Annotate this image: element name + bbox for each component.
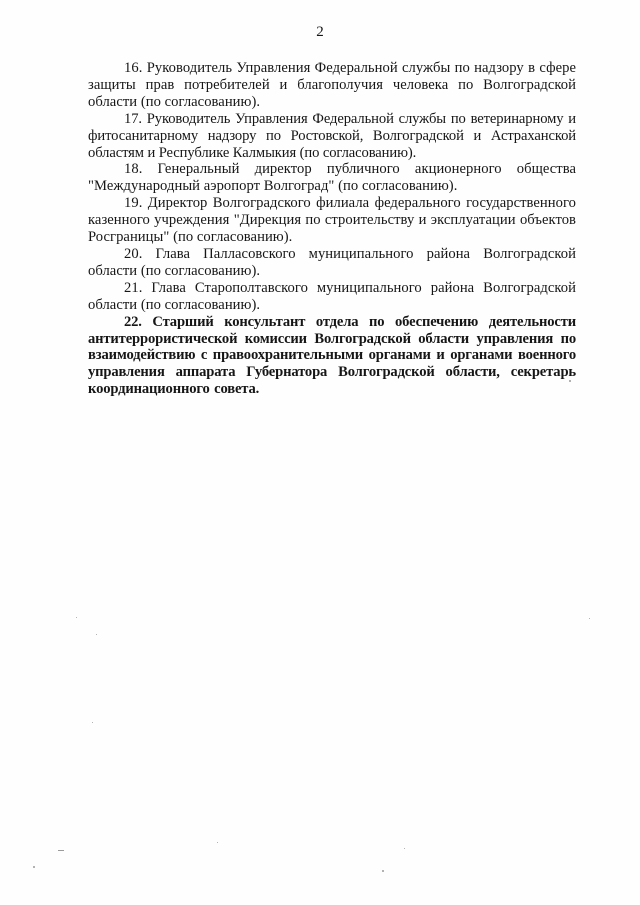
scan-speck bbox=[96, 634, 97, 635]
list-item-17: 17. Руководитель Управления Федеральной службы по ветеринарному и фитосанитарному надзору по Ростовской, Волгоградской и Астраханской областям и Республике Калмыкия (по согласованию). bbox=[88, 110, 576, 161]
list-item-21: 21. Глава Старополтавского муниципального района Волгоградской области (по согласованию). bbox=[88, 279, 576, 313]
scan-speck bbox=[33, 866, 35, 868]
scan-speck bbox=[76, 617, 77, 618]
scan-speck bbox=[58, 850, 64, 851]
list-item-18: 18. Генеральный директор публичного акционерного общества "Международный аэропорт Волгоград" (по согласованию). bbox=[88, 161, 576, 195]
scan-speck bbox=[92, 722, 93, 723]
scan-speck bbox=[404, 848, 405, 849]
list-item-16: 16. Руководитель Управления Федеральной службы по надзору в сфере защиты прав потребителей и благополучия человека по Волгоградской области (по согласованию). bbox=[88, 60, 576, 110]
scan-speck bbox=[589, 618, 590, 619]
list-item-19: 19. Директор Волгоградского филиала федерального государственного казенного учреждения "Дирекция по строительству и эксплуатации объектов Росграницы" (по согласованию). bbox=[88, 195, 576, 246]
scan-speck bbox=[382, 870, 384, 872]
scan-speck bbox=[569, 380, 571, 382]
list-item-20: 20. Глава Палласовского муниципального района Волгоградской области (по согласованию). bbox=[88, 245, 576, 279]
document-body bbox=[88, 60, 576, 398]
list-item-22: 22. Старший консультант отдела по обеспечению деятельности антитеррористической комиссии Волгоградской области управления по взаимодействию с правоохранительными органами и органами военного управления аппарата Губернатора Волгоградской области, секретарь координационного совета. bbox=[88, 313, 576, 398]
scan-speck bbox=[217, 842, 218, 843]
page-number: 2 bbox=[316, 24, 324, 40]
